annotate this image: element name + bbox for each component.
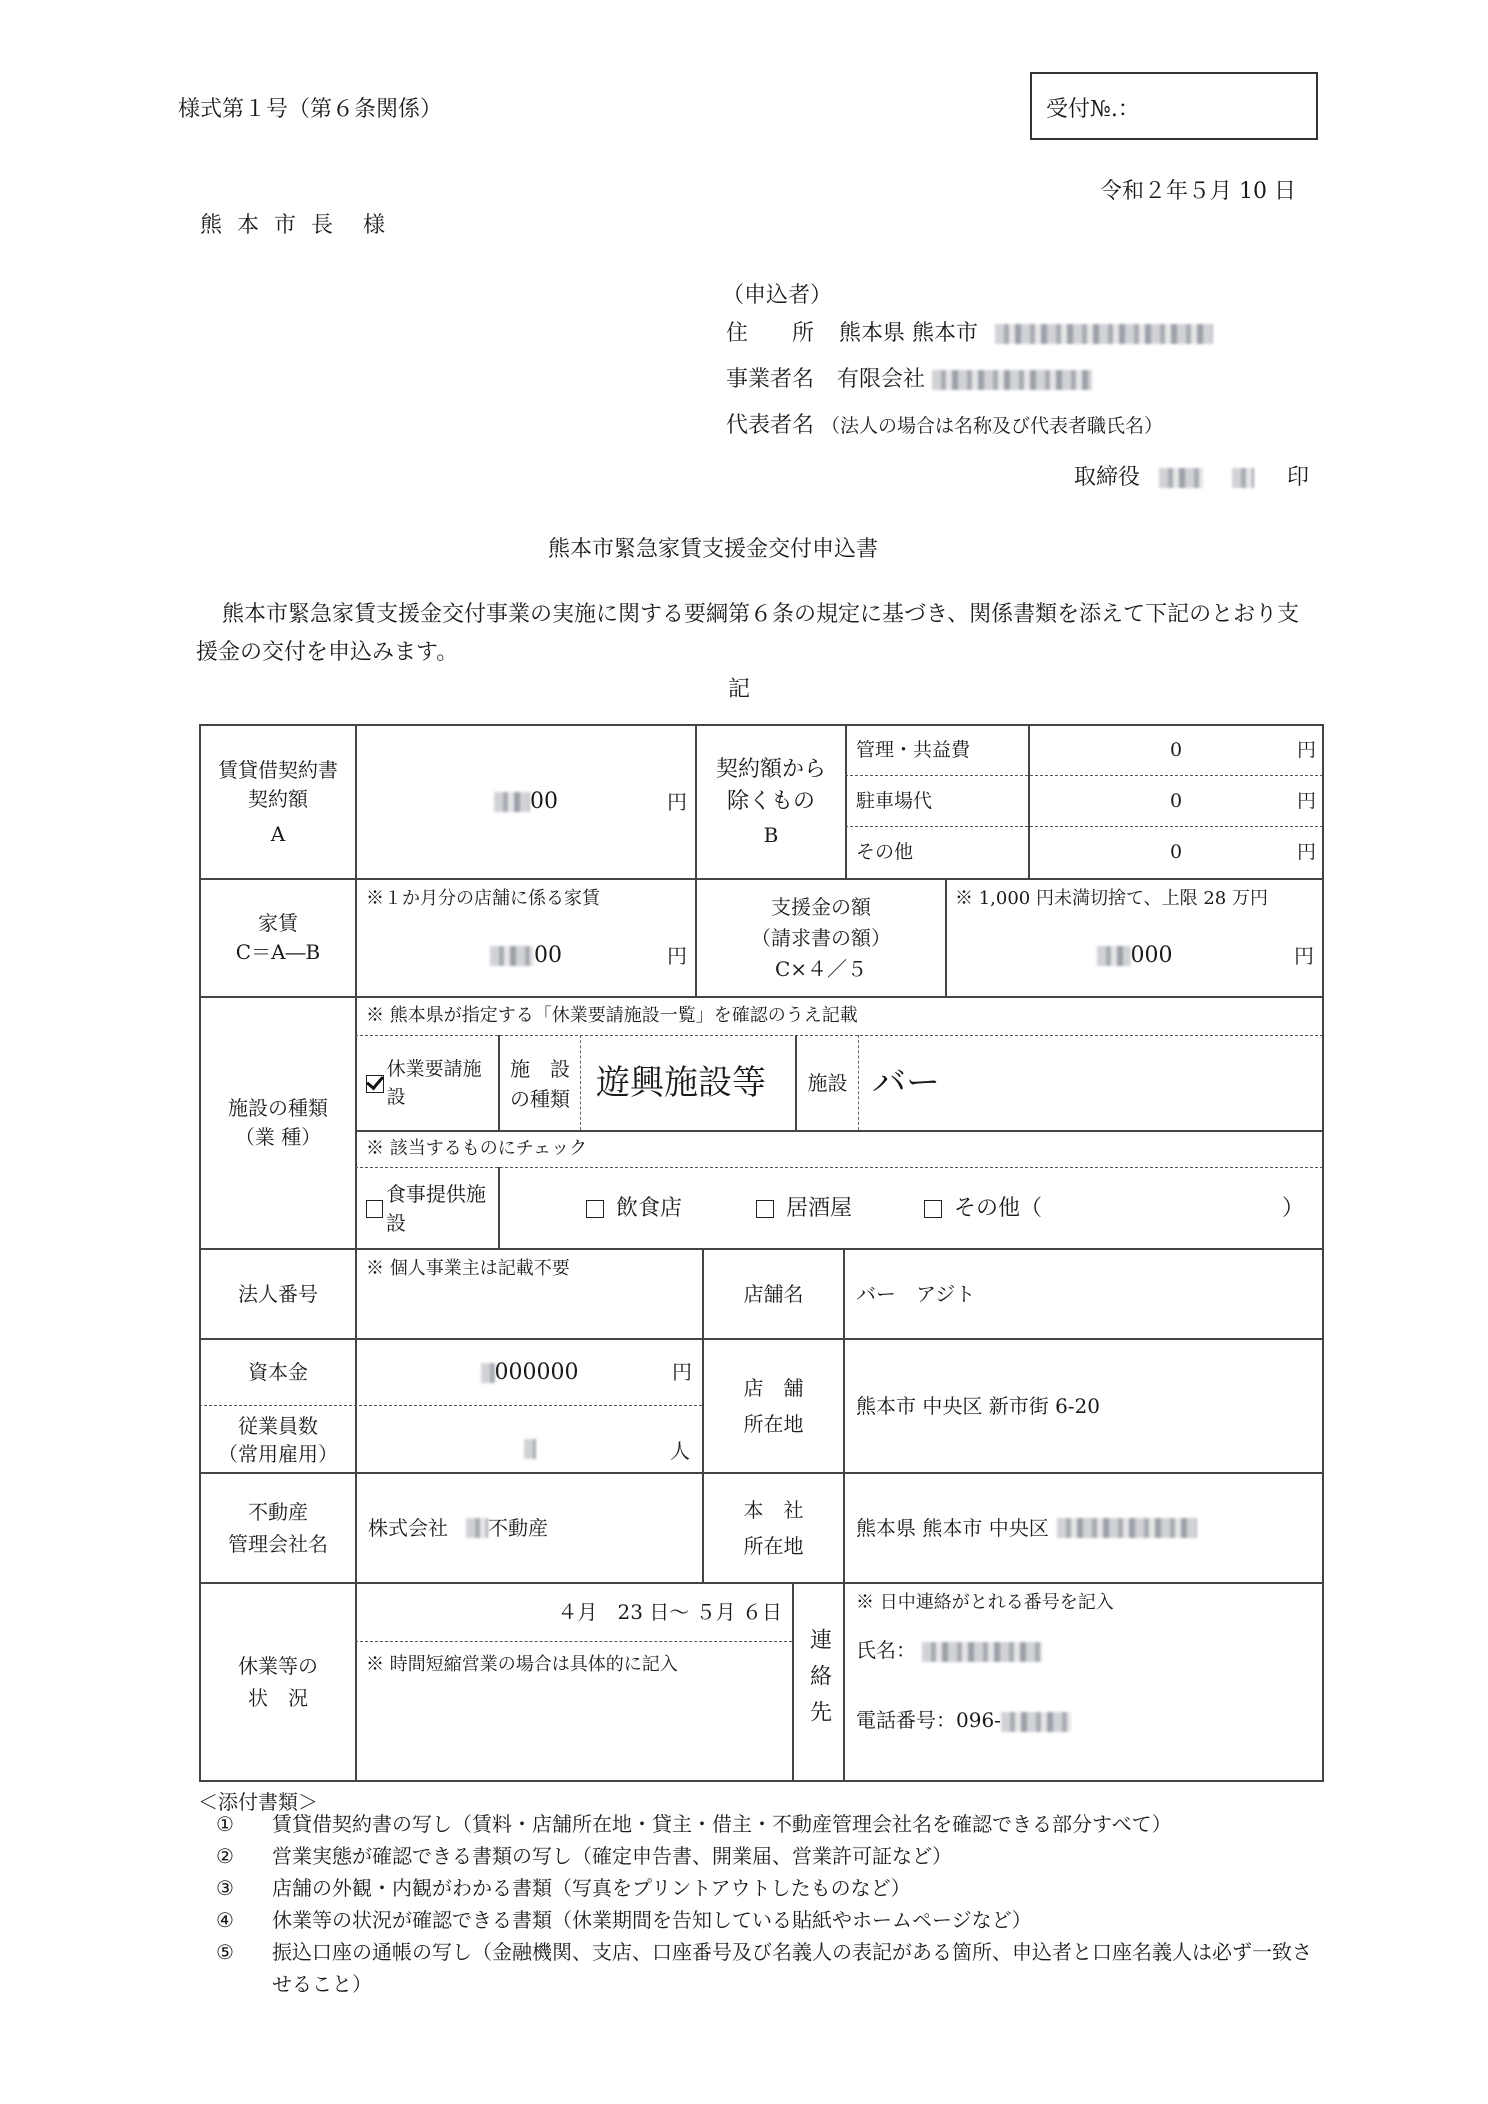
closure-request-label: 休業要請施設: [386, 1057, 482, 1108]
facility-type-label: [201, 998, 355, 1248]
attachment-item: [216, 1904, 1326, 1936]
table-border: [1322, 724, 1324, 1782]
business-name-value: 有限会社: [837, 367, 926, 392]
representative-label: 代表者名: [726, 413, 815, 438]
contract-amount-field[interactable]: [357, 726, 695, 878]
contact-label: 連絡先: [806, 1628, 832, 1736]
representative-note: （法人の場合は名称及び代表者職氏名）: [821, 415, 1164, 437]
table-divider: [498, 1167, 500, 1248]
item-number: ①: [216, 1812, 234, 1836]
currency-unit: 円: [1294, 943, 1314, 968]
currency-unit: 円: [1296, 841, 1316, 864]
rent-value: 00: [534, 943, 562, 969]
item-number: ⑤: [216, 1940, 234, 1964]
label-text: （業 種）: [234, 1125, 322, 1149]
label-text: （常用雇用）: [218, 1441, 338, 1466]
facility-category-value[interactable]: 遊興施設等: [596, 1062, 766, 1103]
deduction-item-value: 0: [1169, 841, 1183, 864]
capital-redacted: [481, 1363, 495, 1383]
label-text: 不動産: [248, 1500, 308, 1524]
deduction-item-field[interactable]: [1030, 777, 1322, 826]
closure-status-label: [201, 1584, 355, 1780]
facility-category-label: [500, 1037, 580, 1130]
table-divider: [355, 1167, 1323, 1168]
option-other-close-paren: ）: [1282, 1195, 1305, 1221]
attachment-item: [216, 1808, 1326, 1840]
label-text: 支援金の額: [771, 894, 871, 919]
table-divider: [858, 1035, 859, 1130]
business-name-label: 事業者名: [726, 367, 815, 392]
contract-amount-value: 00: [530, 789, 558, 815]
item-number: ④: [216, 1908, 234, 1932]
corporate-number-field[interactable]: [366, 1290, 696, 1330]
corporate-number-label: 法人番号: [238, 1281, 318, 1306]
item-text: 店舗の外観・内観がわかる書類（写真をプリントアウトしたものなど）: [272, 1876, 911, 1900]
head-office-redacted: [1057, 1518, 1197, 1538]
label-text: 施 設: [510, 1056, 570, 1081]
store-name-value[interactable]: バー アジト: [856, 1281, 976, 1306]
label-text: C＝A―B: [235, 940, 321, 964]
option-izakaya-checkbox[interactable]: [756, 1169, 852, 1248]
contract-amount-label: [201, 726, 355, 878]
representative-signature-row: [1074, 460, 1309, 491]
support-amount-label: [697, 880, 945, 996]
table-border: [199, 1780, 1323, 1782]
deduction-item-value: 0: [1169, 738, 1183, 761]
facility-name-label: 施設: [807, 1071, 848, 1095]
person-unit: 人: [670, 1439, 690, 1463]
attachment-item: [216, 1872, 1326, 1904]
facility-name-value[interactable]: バー: [872, 1062, 940, 1103]
deductions-label: [697, 726, 845, 878]
capital-value: 000000: [494, 1359, 579, 1385]
item-number: ②: [216, 1844, 234, 1868]
application-date: 令和２年５月 10 日: [1100, 179, 1296, 204]
deduction-item-label: その他: [856, 841, 914, 864]
form-number: 様式第１号（第６条関係）: [178, 97, 443, 122]
closure-details-field[interactable]: [366, 1684, 786, 1774]
currency-unit: 円: [1296, 789, 1316, 812]
contact-name-field[interactable]: [856, 1634, 1042, 1663]
checkbox-empty-icon: [924, 1200, 942, 1218]
table-divider: [580, 1035, 581, 1130]
head-office-field[interactable]: [856, 1474, 1316, 1582]
label-text: A: [270, 821, 286, 846]
applicant-heading: （申込者）: [722, 283, 833, 308]
option-other-checkbox[interactable]: [924, 1169, 1042, 1248]
support-amount-field[interactable]: [947, 928, 1322, 984]
property-manager-field[interactable]: [368, 1474, 698, 1582]
employees-field[interactable]: [357, 1407, 702, 1472]
label-text: （請求書の額）: [751, 925, 891, 950]
deduction-item-field[interactable]: [1030, 828, 1322, 878]
contract-amount-redacted: [494, 792, 530, 812]
contact-name-redacted: [922, 1642, 1042, 1662]
store-name-label: 店舗名: [743, 1281, 804, 1306]
label-text: 店 舗: [743, 1376, 804, 1400]
table-divider: [199, 1405, 702, 1406]
address-label: 住 所: [726, 321, 815, 346]
label-text: 家賃: [258, 911, 298, 935]
label-text: の種類: [510, 1086, 570, 1111]
label-text: 施設の種類: [228, 1096, 328, 1120]
label-text: 所在地: [743, 1534, 804, 1558]
head-office-label: [704, 1474, 843, 1582]
rent-note: ※１か月分の店舗に係る家賃: [366, 888, 600, 909]
food-service-checkbox[interactable]: [366, 1169, 498, 1248]
contact-phone-label: 電話番号：: [856, 1708, 956, 1732]
address-value: 熊本県 熊本市: [839, 321, 979, 346]
head-office-value: 熊本県 熊本市 中央区: [856, 1515, 1049, 1540]
label-text: 状 況: [248, 1686, 308, 1710]
attachment-item: [216, 1936, 1326, 2000]
item-text: 休業等の状況が確認できる書類（休業期間を告知している貼紙やホームページなど）: [272, 1908, 1032, 1932]
checkbox-empty-icon: [586, 1200, 604, 1218]
currency-unit: 円: [667, 789, 687, 814]
rent-label: [201, 880, 355, 996]
attachments-heading: ＜添付書類＞: [198, 1790, 318, 1814]
support-amount-redacted: [1097, 946, 1131, 966]
table-divider: [845, 724, 847, 878]
property-manager-redacted: [466, 1518, 488, 1538]
currency-unit: 円: [1296, 738, 1316, 761]
checkbox-empty-icon: [366, 1200, 383, 1218]
business-name-row: [726, 362, 1092, 393]
business-name-redacted: [932, 370, 1092, 390]
item-text: 賃貸借契約書の写し（賃料・店舗所在地・貸主・借主・不動産管理会社名を確認できる部分すべて）: [272, 1812, 1172, 1836]
contact-phone-field[interactable]: [856, 1704, 1071, 1733]
rent-field[interactable]: [357, 928, 695, 984]
property-manager-prefix: 株式会社: [368, 1515, 448, 1540]
contact-note: ※ 日中連絡がとれる番号を記入: [856, 1592, 1114, 1613]
contact-phone-redacted: [1001, 1712, 1071, 1732]
capital-field[interactable]: [357, 1340, 702, 1405]
deduction-item-label: 管理・共益費: [856, 738, 971, 761]
representative-name-redacted: [1159, 468, 1203, 488]
checkbox-checked-icon: [366, 1075, 384, 1093]
table-divider: [355, 1641, 792, 1642]
facility-note-1: ※ 熊本県が指定する「休業要請施設一覧」を確認のうえ記載: [366, 1005, 858, 1027]
option-label: 居酒屋: [786, 1195, 853, 1221]
food-service-label: 食事提供施設: [385, 1181, 486, 1235]
item-text: 振込口座の通帳の写し（金融機関、支店、口座番号及び名義人の表記がある箇所、申込者と口座名義人は必ず一致させること）: [272, 1940, 1312, 1996]
currency-unit: 円: [672, 1360, 692, 1384]
facility-note-2: ※ 該当するものにチェック: [366, 1137, 588, 1159]
support-note: ※ 1,000 円未満切捨て、上限 28 万円: [955, 888, 1268, 909]
document-title: 熊本市緊急家賃支援金交付申込書: [548, 537, 879, 562]
label-text: 契約額から: [715, 756, 826, 782]
receipt-number-label: 受付№.：: [1046, 97, 1140, 122]
item-number: ③: [216, 1876, 234, 1900]
property-manager-suffix: 不動産: [488, 1515, 548, 1540]
rent-redacted: [490, 946, 534, 966]
label-text: 本 社: [743, 1498, 804, 1522]
table-divider: [845, 826, 1323, 827]
store-location-label: [704, 1340, 843, 1472]
representative-name-redacted-2: [1232, 468, 1254, 488]
contact-phone-prefix: 096-: [956, 1708, 1001, 1732]
label-text: 除くもの: [726, 788, 815, 814]
closure-request-checkbox[interactable]: [366, 1037, 498, 1130]
address-row: [726, 316, 1213, 347]
label-text: B: [763, 823, 779, 848]
label-text: 所在地: [743, 1412, 804, 1436]
option-label: その他（: [954, 1195, 1043, 1221]
label-text: 賃貸借契約書: [218, 757, 338, 782]
deduction-item-field[interactable]: [1030, 726, 1322, 775]
deduction-item-value: 0: [1169, 789, 1183, 812]
corporate-number-note: ※ 個人事業主は記載不要: [366, 1258, 570, 1279]
label-text: 従業員数: [238, 1413, 318, 1438]
intro-paragraph: 熊本市緊急家賃支援金交付事業の実施に関する要綱第６条の規定に基づき、関係書類を添えて下記のとおり支援金の交付を申込みます。: [196, 602, 1300, 665]
address-redacted: [995, 324, 1213, 344]
option-restaurant-checkbox[interactable]: [586, 1169, 682, 1248]
deduction-item-label: 駐車場代: [856, 789, 933, 812]
label-text: C×４／５: [774, 956, 868, 981]
currency-unit: 円: [667, 943, 687, 968]
employees-label: [201, 1407, 355, 1472]
table-divider: [355, 1035, 1323, 1036]
label-text: 休業等の: [238, 1654, 318, 1678]
table-divider: [845, 775, 1323, 776]
option-label: 飲食店: [616, 1195, 683, 1221]
ki-mark: 記: [728, 677, 751, 702]
label-text: 管理会社名: [228, 1532, 328, 1556]
employees-redacted: [524, 1439, 536, 1459]
capital-label: 資本金: [248, 1360, 308, 1384]
attachment-item: [216, 1840, 1326, 1872]
store-location-value[interactable]: 熊本市 中央区 新市街 6-20: [856, 1393, 1101, 1418]
label-text: 契約額: [248, 786, 308, 811]
seal-mark: 印: [1287, 465, 1310, 490]
receipt-number-box: [1030, 72, 1318, 140]
closure-period-field[interactable]: ４月 23 日～ ５月 ６日: [557, 1600, 782, 1624]
table-divider: [843, 1248, 845, 1780]
closure-note: ※ 時間短縮営業の場合は具体的に記入: [366, 1654, 678, 1675]
support-amount-value: 000: [1130, 943, 1173, 969]
addressee: 熊 本 市 長 様: [200, 213, 389, 238]
attachments-list: [216, 1808, 1326, 2000]
item-text: 営業実態が確認できる書類の写し（確定申告書、開業届、営業許可証など）: [272, 1844, 952, 1868]
contact-name-label: 氏名：: [856, 1638, 916, 1662]
representative-row: [726, 408, 1163, 439]
checkbox-empty-icon: [756, 1200, 774, 1218]
representative-title: 取締役: [1074, 465, 1141, 490]
property-manager-label: [201, 1474, 355, 1582]
